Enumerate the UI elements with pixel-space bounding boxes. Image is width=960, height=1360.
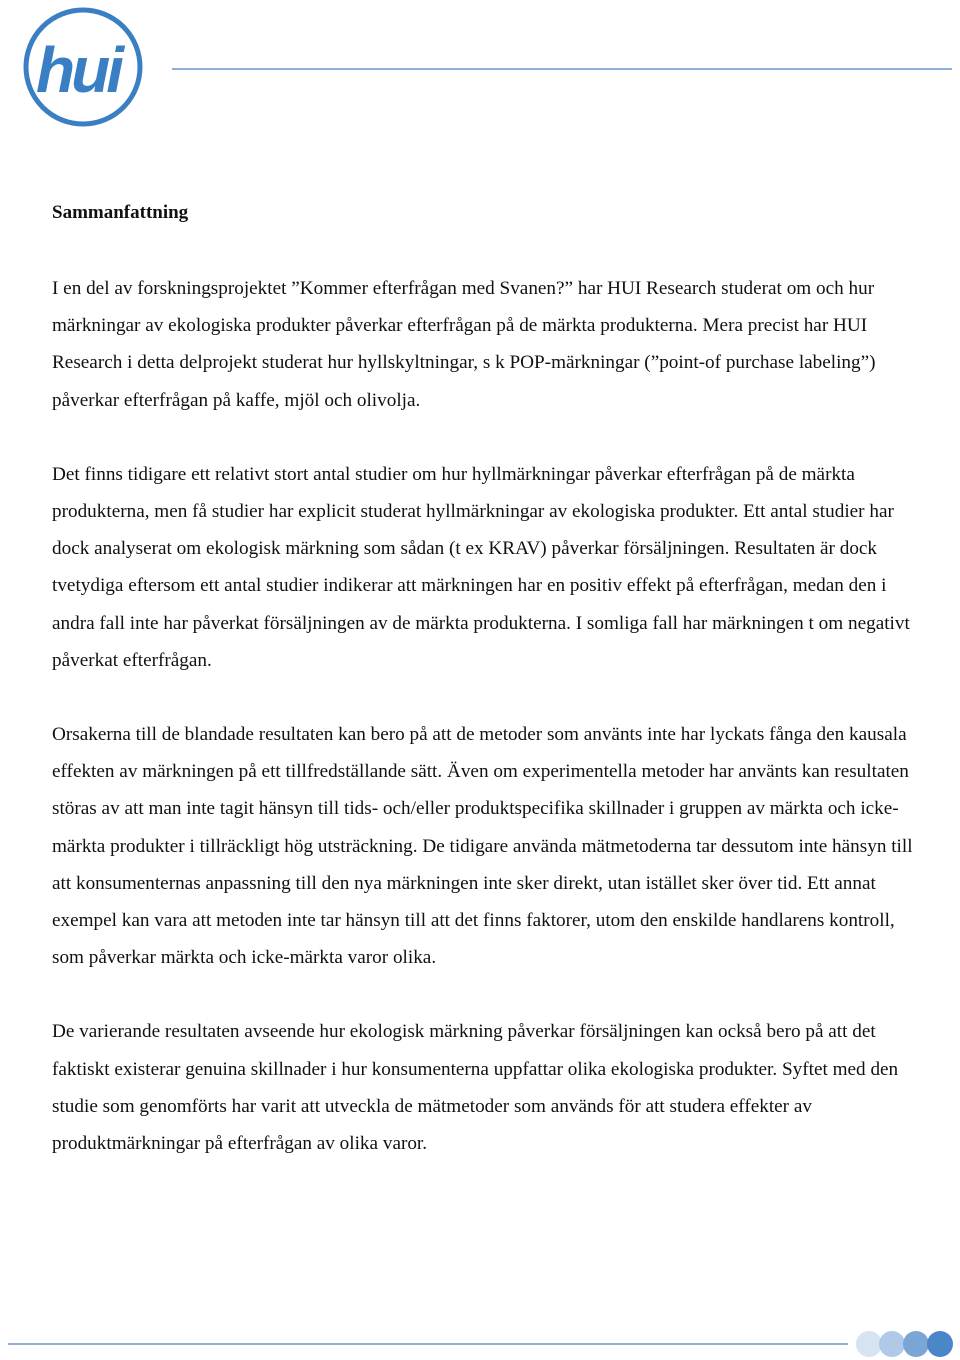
- logo-text: hui: [36, 34, 120, 106]
- paragraph-4: De varierande resultaten avseende hur ekologisk märkning påverkar försäljningen kan också bero på att det faktiskt existerar genuina skillnader i hur konsumenterna uppfattar olika ekologiska produkter. Syftet med den studie som genomförts har varit att utveckla de mätmetoder som används för att studera effekter av produktmärkningar på efterfrågan av olika varor.: [52, 1021, 899, 1155]
- document-body: [52, 198, 924, 1199]
- paragraph-2: Det finns tidigare ett relativt stort antal studier om hur hyllmärkningar påverkar efterfrågan på de märkta produkterna, men få studier har explicit studerat hyllmärkningar av ekologiska produkter. Ett antal studier har dock analyserat om ekologisk märkning som sådan (t ex KRAV) påverkar försäljningen. Resultaten är dock tvetydiga eftersom ett antal studier indikerar att märkningen har en positiv effekt på efterfrågan, medan den i andra fall inte har påverkat försäljningen av de märkta produkterna. I somliga fall har märkningen t om negativt påverkat efterfrågan.: [52, 463, 910, 671]
- paragraph-3: Orsakerna till de blandade resultaten kan bero på att de metoder som använts inte har lyckats fånga den kausala effekten av märkningen på ett tillfredställande sätt. Även om experimentella metoder har använts kan resultaten störas av att man inte tagit hänsyn till tids- och/eller produktspecifika skillnader i gruppen av märkta och icke-märkta produkter i tillräckligt hög utsträckning. De tidigare använda mätmetoderna tar dessutom inte hänsyn till att konsumenternas anpassning till den nya märkningen inte sker direkt, utan istället sker över tid. Ett annat exempel kan vara att metoden inte tar hänsyn till att det finns faktorer, utom den enskilde handlarens kontroll, som påverkar märkta och icke-märkta varor olika.: [52, 724, 913, 969]
- hui-logo: [22, 6, 144, 128]
- header-rule: [172, 68, 952, 70]
- footer-rule: [8, 1343, 848, 1345]
- paragraph-1: I en del av forskningsprojektet ”Kommer efterfrågan med Svanen?” har HUI Research studerat om och hur märkningar av ekologiska produkter påverkar efterfrågan på de märkta produkterna. Mera precist har HUI Research i detta delprojekt studerat hur hyllskyltningar, s k POP-märkningar (”point-of purchase labeling”) påverkar efterfrågan på kaffe, mjöl och olivolja.: [52, 278, 876, 411]
- dots-decoration-icon: [852, 1328, 956, 1360]
- section-heading: Sammanfattning: [52, 202, 189, 223]
